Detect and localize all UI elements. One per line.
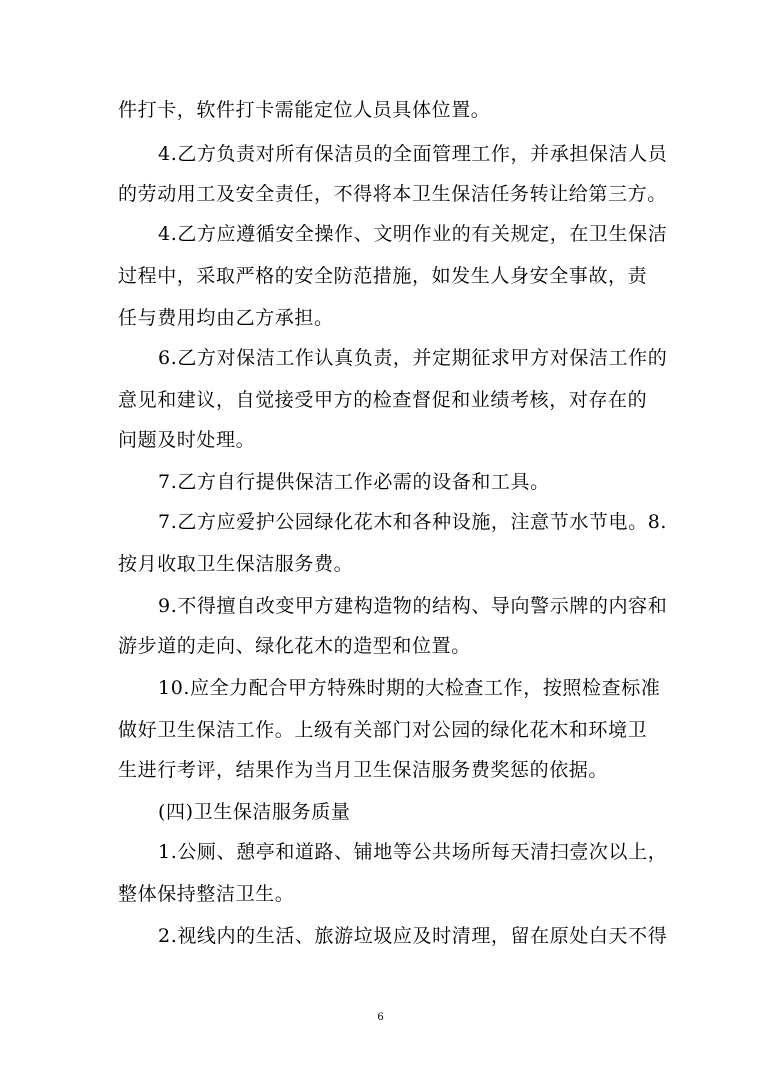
text-line-4: 4.乙方应遵循安全操作、文明作业的有关规定，在卫生保洁 xyxy=(158,223,668,245)
text-line-17: 生进行考评，结果作为当月卫生保洁服务费奖惩的依据。 xyxy=(118,759,609,781)
page-number: 6 xyxy=(377,1012,384,1023)
text-line-13: 9.不得擅自改变甲方建构造物的结构、导向警示牌的内容和 xyxy=(158,595,668,617)
text-line-19: 1.公厕、憩亭和道路、铺地等公共场所每天清扫壹次以上， xyxy=(158,841,668,863)
text-line-8: 意见和建议，自觉接受甲方的检查督促和业绩考核，对存在的 xyxy=(118,389,648,411)
text-line-7: 6.乙方对保洁工作认真负责，并定期征求甲方对保洁工作的 xyxy=(158,347,668,369)
text-line-18: (四)卫生保洁服务质量 xyxy=(158,801,351,823)
text-line-6: 任与费用均由乙方承担。 xyxy=(118,307,334,329)
text-line-5: 过程中，采取严格的安全防范措施，如发生人身安全事故，责 xyxy=(118,265,648,287)
text-line-12: 按月收取卫生保洁服务费。 xyxy=(118,553,354,575)
text-line-14: 游步道的走向、绿化花木的造型和位置。 xyxy=(118,635,471,657)
text-line-21: 2.视线内的生活、旅游垃圾应及时清理，留在原处白天不得 xyxy=(158,925,668,947)
text-line-3: 的劳动用工及安全责任，不得将本卫生保洁任务转让给第三方。 xyxy=(118,183,667,205)
text-line-11: 7.乙方应爱护公园绿化花木和各种设施，注意节水节电。8. xyxy=(158,511,668,533)
text-line-16: 做好卫生保洁工作。上级有关部门对公园的绿化花木和环境卫 xyxy=(118,719,648,741)
text-line-9: 问题及时处理。 xyxy=(118,429,256,451)
text-line-15: 10.应全力配合甲方特殊时期的大检查工作，按照检查标准 xyxy=(158,677,661,699)
text-line-2: 4.乙方负责对所有保洁员的全面管理工作，并承担保洁人员 xyxy=(158,143,668,165)
text-line-10: 7.乙方自行提供保洁工作必需的设备和工具。 xyxy=(158,471,550,493)
text-line-20: 整体保持整洁卫生。 xyxy=(118,883,295,905)
text-line-1: 件打卡，软件打卡需能定位人员具体位置。 xyxy=(118,99,491,121)
